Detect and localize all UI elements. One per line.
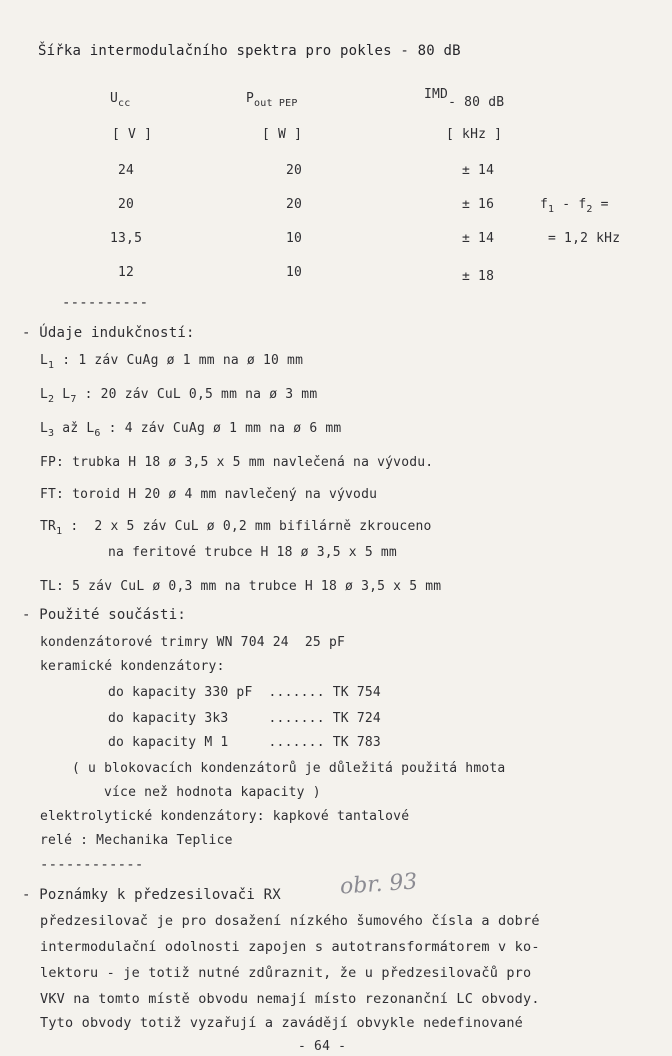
frequency-note-line1: $f_1 - f_2$ = xyxy=(540,197,609,215)
cell-pout: 20 xyxy=(286,163,303,178)
cell-imd: ± 14 xyxy=(462,163,495,178)
cap-row: do kapacity 3k3 ....... TK 724 xyxy=(108,711,381,726)
note-line: lektoru - je totiž nutné zdůraznit, že u předzesilovačů pro xyxy=(40,965,532,981)
cell-imd: ± 14 xyxy=(462,231,495,246)
electrolytic-line: elektrolytické kondenzátory: kapkové tantalové xyxy=(40,809,410,824)
frequency-note-line2: = 1,2 kHz xyxy=(548,231,621,246)
separator-line: ------------ xyxy=(40,857,144,873)
unit-imd: [ kHz ] xyxy=(446,127,503,142)
cell-imd: ± 16 xyxy=(462,197,495,212)
paren-note-line2: více než hodnota kapacity ) xyxy=(104,785,321,800)
cap-row: do kapacity 330 pF ....... TK 754 xyxy=(108,685,381,700)
header-imd: IMD- 80 dB xyxy=(424,87,505,110)
cell-ucc: 24 xyxy=(118,163,135,178)
paren-note-line1: ( u blokovacích kondenzátorů je důležitá použitá hmota xyxy=(72,761,506,776)
inductors-heading: - Údaje indukčností: xyxy=(22,325,195,341)
inductor-tr1: $TR_1$ : 2 x 5 záv CuL ø 0,2 mm bifilárně zkrouceno xyxy=(40,519,432,537)
unit-ucc: [ V ] xyxy=(112,127,153,142)
inductor-l3-l6: $L_3$ až $L_6$ : 4 záv CuAg ø 1 mm na ø 6 mm xyxy=(40,421,342,439)
handwritten-figure-note: obr. 93 xyxy=(339,869,419,900)
note-line: Tyto obvody totiž vyzařují a zavádějí obvykle nedefinované xyxy=(40,1015,524,1031)
relay-line: relé : Mechanika Teplice xyxy=(40,833,233,848)
separator-line: ---------- xyxy=(62,295,149,311)
unit-pout: [ W ] xyxy=(262,127,303,142)
note-line: intermodulační odolnosti zapojen s autotransformátorem v ko- xyxy=(40,939,540,955)
header-pout: $P_{out PEP}$ xyxy=(246,91,298,109)
note-line: VKV na tomto místě obvodu nemají místo rezonanční LC obvody. xyxy=(40,991,540,1007)
cell-ucc: 13,5 xyxy=(110,231,143,246)
inductor-tr1-line2: na feritové trubce H 18 ø 3,5 x 5 mm xyxy=(108,545,397,560)
inductor-ft: FT: toroid H 20 ø 4 mm navlečený na vývodu xyxy=(40,487,378,502)
cell-ucc: 20 xyxy=(118,197,135,212)
cell-pout: 10 xyxy=(286,231,303,246)
inductor-l2-l7: $L_2$ $L_7$ : 20 záv CuL 0,5 mm na ø 3 mm xyxy=(40,387,318,405)
cell-imd: ± 18 xyxy=(462,269,495,284)
note-line: předzesilovač je pro dosažení nízkého šumového čísla a dobré xyxy=(40,913,540,929)
page-title: Šířka intermodulačního spektra pro pokles - 80 dB xyxy=(38,43,461,59)
components-heading: - Použité součásti: xyxy=(22,607,186,623)
cell-pout: 20 xyxy=(286,197,303,212)
inductor-tl: TL: 5 záv CuL ø 0,3 mm na trubce H 18 ø 3,5 x 5 mm xyxy=(40,579,442,594)
cap-row: do kapacity M 1 ....... TK 783 xyxy=(108,735,381,750)
notes-heading: - Poznámky k předzesilovači RX xyxy=(22,887,281,903)
inductor-fp: FP: trubka H 18 ø 3,5 x 5 mm navlečená na vývodu. xyxy=(40,455,434,470)
page-number: - 64 - xyxy=(298,1039,347,1054)
ceramic-line: keramické kondenzátory: xyxy=(40,659,225,674)
header-ucc: $U_{cc}$ xyxy=(110,91,131,109)
cell-ucc: 12 xyxy=(118,265,135,280)
inductor-l1: $L_1$ : 1 záv CuAg ø 1 mm na ø 10 mm xyxy=(40,353,304,371)
cell-pout: 10 xyxy=(286,265,303,280)
trimmers-line: kondenzátorové trimry WN 704 24 25 pF xyxy=(40,635,346,650)
